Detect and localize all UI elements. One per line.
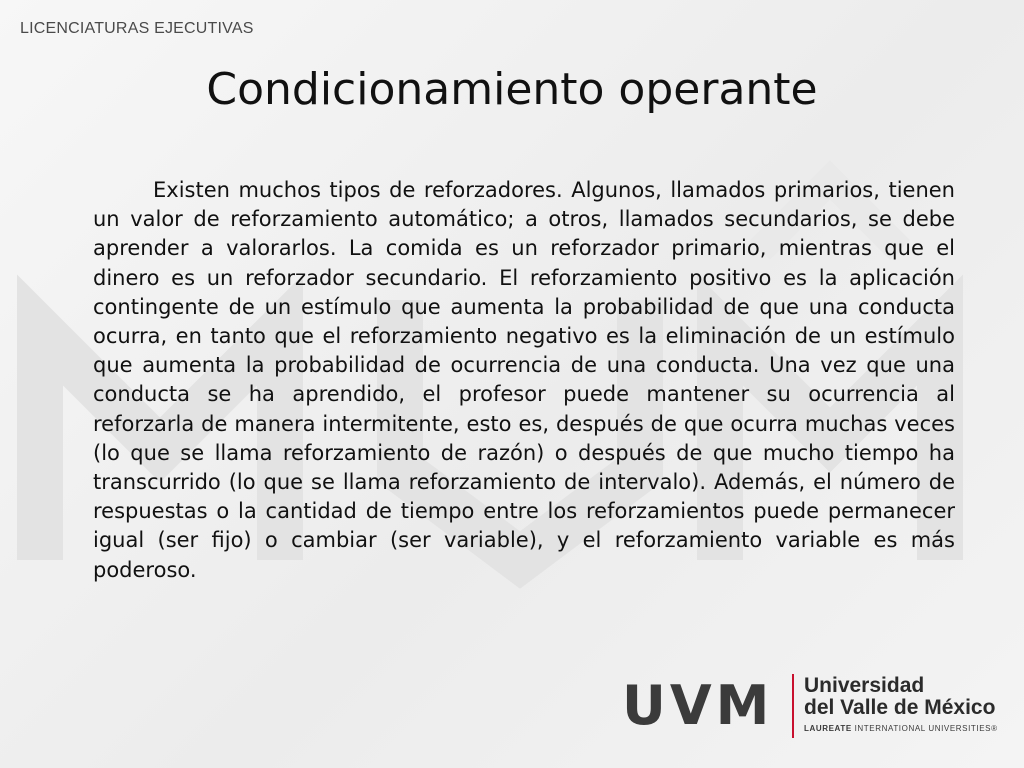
laureate-tail: INTERNATIONAL UNIVERSITIES®	[854, 724, 998, 733]
slide-body-paragraph: Existen muchos tipos de reforzadores. Algunos, llamados primarios, tienen un valor de reforzamiento automático; a otros, llamados secundarios, se debe aprender a valorarlos. La comida es un reforzador primario, mientras que el dinero es un reforzador secundario. El reforzamiento positivo es la aplicación contingente de un estímulo que aumenta la probabilidad de que una conducta ocurra, en tanto que el reforzamiento negativo es la eliminación de un estímulo que aumenta la probabilidad de ocurrencia de una conducta. Una vez que una conducta se ha aprendido, el profesor puede mantener su ocurrencia al reforzarla de manera intermitente, esto es, después de que ocurra muchas veces (lo que se llama reforzamiento de razón) o después de que mucho tiempo ha transcurrido (lo que se llama reforzamiento de intervalo). Además, el número de respuestas o la cantidad de tiempo entre los reforzamientos puede permanecer igual (ser fijo) o cambiar (ser variable), y el reforzamiento variable es más poderoso.	[93, 178, 955, 582]
uvm-logo	[622, 670, 1002, 750]
university-name-line1: Universidad	[804, 674, 925, 697]
laureate-tagline	[804, 724, 998, 733]
program-header: LICENCIATURAS EJECUTIVAS	[20, 20, 254, 37]
university-name-line2: del Valle de México	[804, 696, 996, 719]
uvm-logo-mark: UVM	[622, 674, 774, 737]
slide-title: Condicionamiento operante	[206, 64, 818, 115]
laureate-brand: LAUREATE	[804, 724, 852, 733]
logo-divider	[792, 674, 794, 738]
